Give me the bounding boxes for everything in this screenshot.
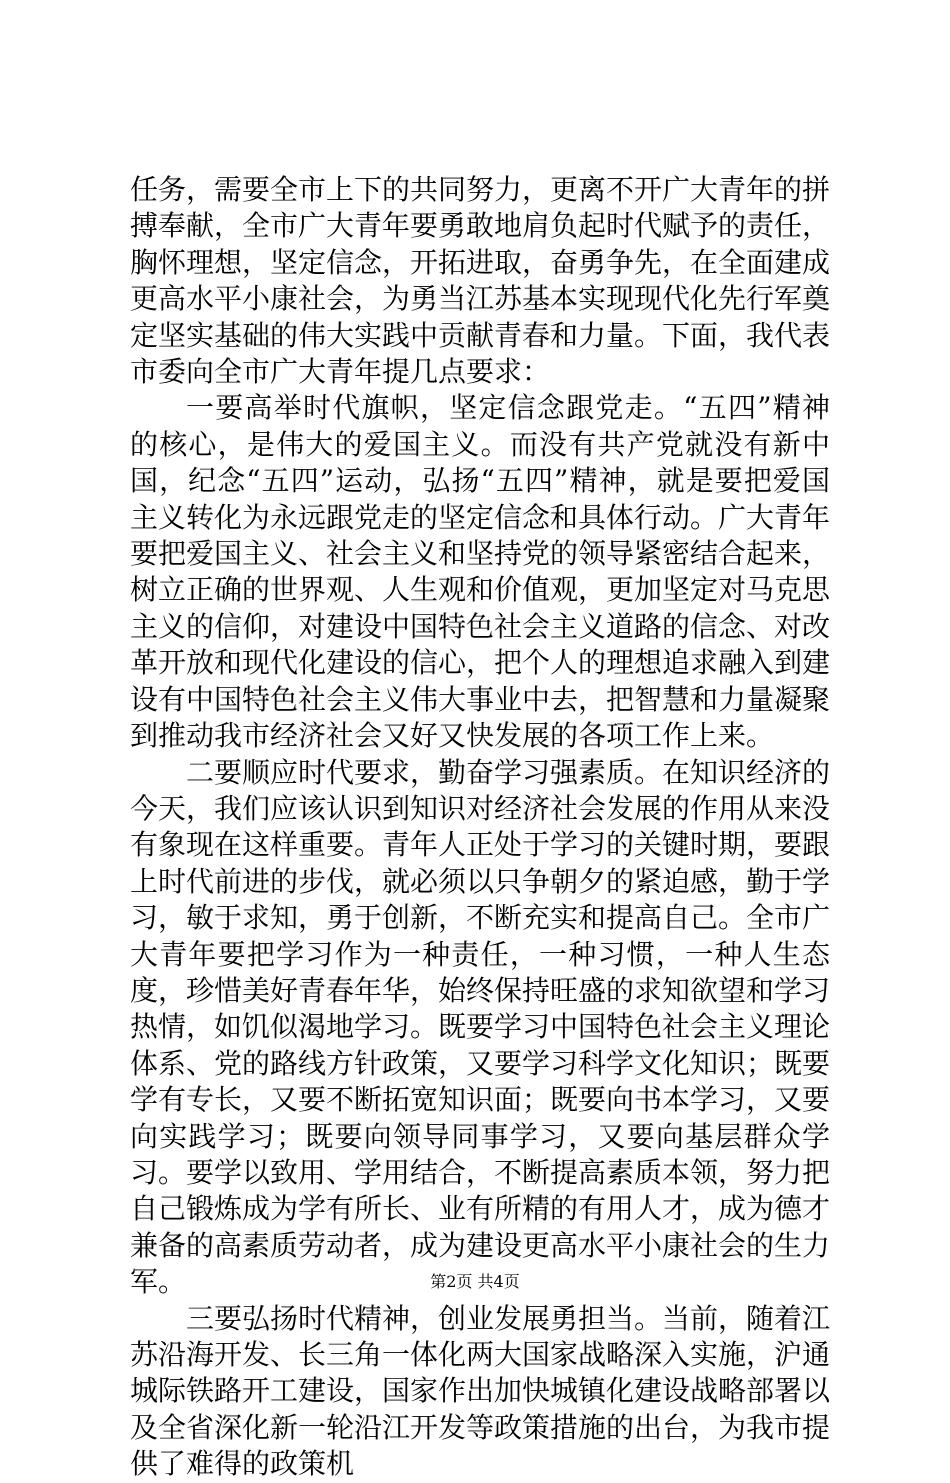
paragraph-1: 任务，需要全市上下的共同努力，更离不开广大青年的拼搏奉献，全市广大青年要勇敢地肩负起时代赋予的责任，胸怀理想，坚定信念，开拓进取，奋勇争先，在全面建成更高水平小康社会，为勇当江苏基本实现现代化先行军奠定坚实基础的伟大实践中贡献青春和力量。下面，我代表市委向全市广大青年提几点要求： — [130, 173, 831, 389]
paragraph-4: 三要弘扬时代精神，创业发展勇担当。当前，随着江苏沿海开发、长三角一体化两大国家战略深入实施，沪通城际铁路开工建设，国家作出加快城镇化建设战略部署以及全省深化新一轮沿江开发等政策措施的出台，为我市提供了难得的政策机 — [130, 1301, 831, 1481]
paragraph-3: 二要顺应时代要求，勤奋学习强素质。在知识经济的今天，我们应该认识到知识对经济社会发展的作用从来没有象现在这样重要。青年人正处于学习的关键时期，要跟上时代前进的步伐，就必须以只争朝夕的紧迫感，勤于学习，敏于求知，勇于创新，不断充实和提高自己。全市广大青年要把学习作为一种责任，一种习惯，一种人生态度，珍惜美好青春年华，始终保持旺盛的求知欲望和学习热情，如饥似渴地学习。既要学习中国特色社会主义理论体系、党的路线方针政策，又要学习科学文化知识；既要学有专长，又要不断拓宽知识面；既要向书本学习，又要向实践学习；既要向领导同事学习，又要向基层群众学习。要学以致用、学用结合，不断提高素质本领，努力把自己锻炼成为学有所长、业有所精的有用人才，成为德才兼备的高素质劳动者，成为建设更高水平小康社会的生力军。 — [130, 755, 831, 1299]
page-number: 第2页 共4页 — [430, 1272, 520, 1291]
page-footer — [0, 1272, 950, 1292]
paragraph-2: 一要高举时代旗帜，坚定信念跟党走。“五四”精神的核心，是伟大的爱国主义。而没有共产党就没有新中国，纪念“五四”运动，弘扬“五四”精神，就是要把爱国主义转化为永远跟党走的坚定信念和具体行动。广大青年要把爱国主义、社会主义和坚持党的领导紧密结合起来，树立正确的世界观、人生观和价值观，更加坚定对马克思主义的信仰，对建设中国特色社会主义道路的信念、对改革开放和现代化建设的信心，把个人的理想追求融入到建设有中国特色社会主义伟大事业中去，把智慧和力量凝聚到推动我市经济社会又好又快发展的各项工作上来。 — [130, 391, 831, 753]
